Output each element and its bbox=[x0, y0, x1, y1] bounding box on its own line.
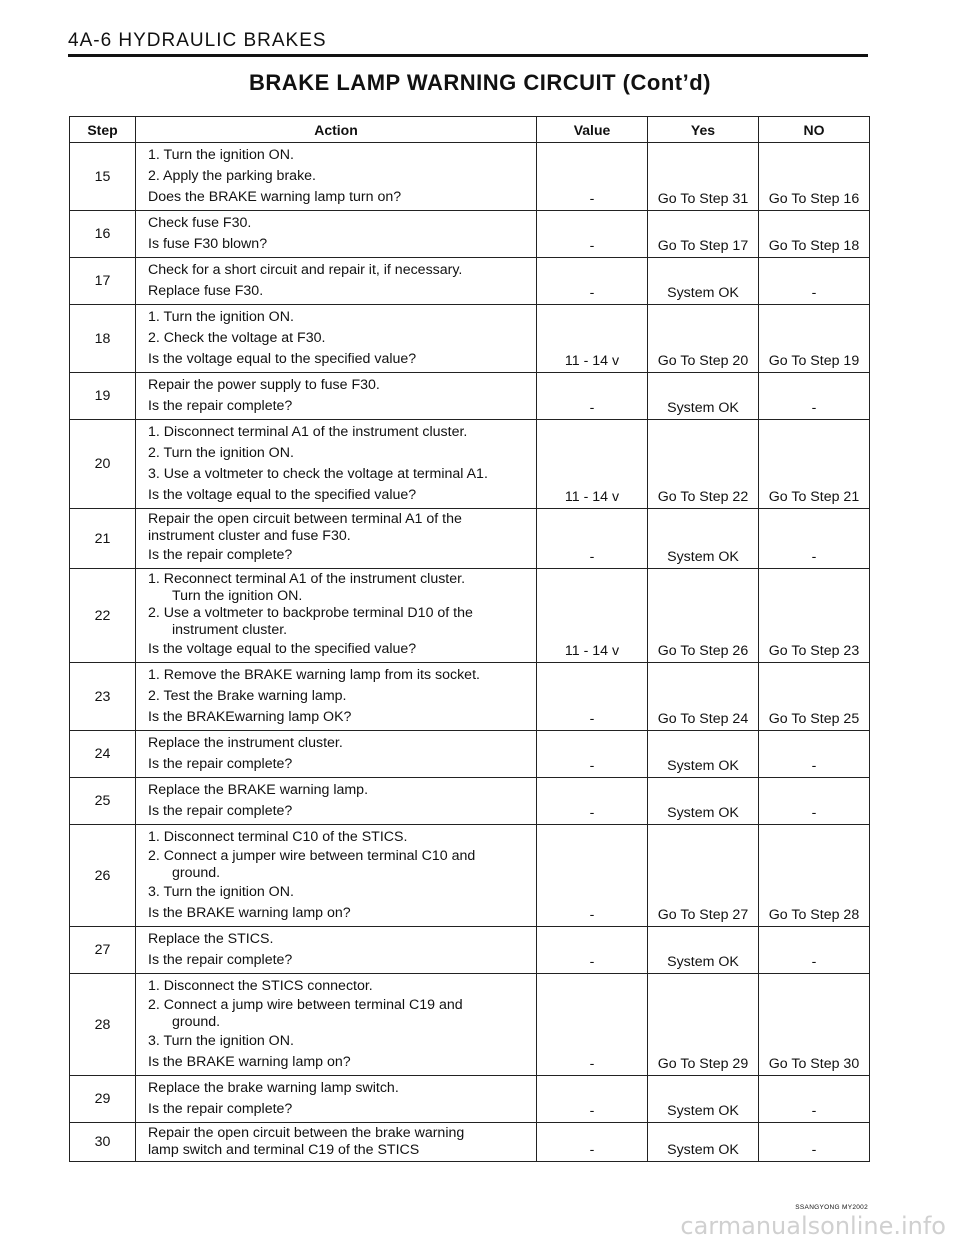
action-line: Is the BRAKE warning lamp on? bbox=[148, 905, 351, 921]
action-line: Is the voltage equal to the specified value? bbox=[148, 351, 417, 367]
value-cell: - bbox=[537, 1076, 648, 1123]
no-cell: Go To Step 21 bbox=[759, 420, 870, 509]
yes-cell: System OK bbox=[648, 373, 759, 420]
action-line: Is the BRAKE warning lamp on? bbox=[148, 1054, 351, 1070]
action-line: 1. Turn the ignition ON. bbox=[148, 147, 294, 163]
step-number: 18 bbox=[70, 305, 136, 373]
value-cell: 11 - 14 v bbox=[537, 420, 648, 509]
page-title: BRAKE LAMP WARNING CIRCUIT (Cont’d) bbox=[249, 70, 711, 95]
action-line: Replace the STICS. bbox=[148, 931, 274, 947]
action-line: Is the repair complete? bbox=[148, 803, 293, 819]
no-cell: Go To Step 19 bbox=[759, 305, 870, 373]
table-row bbox=[70, 373, 870, 420]
table-row bbox=[70, 663, 870, 731]
no-cell: - bbox=[759, 373, 870, 420]
yes-cell: Go To Step 29 bbox=[648, 974, 759, 1076]
action-line: 3. Use a voltmeter to check the voltage at terminal A1. bbox=[148, 466, 488, 482]
value-cell: - bbox=[537, 778, 648, 825]
no-cell: Go To Step 28 bbox=[759, 825, 870, 927]
action-line: Is fuse F30 blown? bbox=[148, 236, 268, 252]
step-number: 16 bbox=[70, 211, 136, 258]
yes-cell: Go To Step 17 bbox=[648, 211, 759, 258]
action-line: Replace the BRAKE warning lamp. bbox=[148, 782, 369, 798]
yes-cell: Go To Step 31 bbox=[648, 143, 759, 211]
action-cell bbox=[136, 143, 537, 211]
step-number: 22 bbox=[70, 569, 136, 663]
action-line: lamp switch and terminal C19 of the STICS bbox=[148, 1142, 420, 1158]
value-cell: - bbox=[537, 731, 648, 778]
step-number: 26 bbox=[70, 825, 136, 927]
action-cell bbox=[136, 509, 537, 569]
action-cell bbox=[136, 1123, 537, 1162]
column-header-value: Value bbox=[537, 117, 648, 143]
step-number: 28 bbox=[70, 974, 136, 1076]
action-line: Repair the open circuit between terminal A1 of the bbox=[148, 511, 462, 527]
action-line: 1. Disconnect terminal A1 of the instrument cluster. bbox=[148, 424, 468, 440]
yes-cell: System OK bbox=[648, 258, 759, 305]
action-line: Is the voltage equal to the specified value? bbox=[148, 487, 417, 503]
action-line: ground. bbox=[172, 1014, 221, 1030]
value-cell: - bbox=[537, 825, 648, 927]
action-line: Replace fuse F30. bbox=[148, 283, 264, 299]
action-line: Replace the brake warning lamp switch. bbox=[148, 1080, 399, 1096]
step-number: 19 bbox=[70, 373, 136, 420]
diagnostic-table bbox=[69, 116, 870, 1162]
action-line: Is the repair complete? bbox=[148, 547, 293, 563]
action-line: Check for a short circuit and repair it, if necessary. bbox=[148, 262, 463, 278]
no-cell: Go To Step 16 bbox=[759, 143, 870, 211]
table-row bbox=[70, 778, 870, 825]
action-line: 1. Disconnect the STICS connector. bbox=[148, 978, 373, 994]
action-line: 1. Turn the ignition ON. bbox=[148, 309, 294, 325]
yes-cell: System OK bbox=[648, 778, 759, 825]
action-line: 2. Use a voltmeter to backprobe terminal D10 of the bbox=[148, 605, 473, 621]
table-row bbox=[70, 731, 870, 778]
action-cell bbox=[136, 258, 537, 305]
footer-code: SSANGYONG MY2002 bbox=[795, 1204, 868, 1211]
action-line: 2. Connect a jump wire between terminal C19 and bbox=[148, 997, 463, 1013]
yes-cell: Go To Step 27 bbox=[648, 825, 759, 927]
action-cell bbox=[136, 305, 537, 373]
action-line: Repair the open circuit between the brake warning bbox=[148, 1125, 465, 1141]
value-cell: - bbox=[537, 509, 648, 569]
action-cell bbox=[136, 825, 537, 927]
table-row bbox=[70, 211, 870, 258]
yes-cell: Go To Step 26 bbox=[648, 569, 759, 663]
action-line: 2. Apply the parking brake. bbox=[148, 168, 316, 184]
no-cell: - bbox=[759, 1076, 870, 1123]
table-row bbox=[70, 420, 870, 509]
step-number: 30 bbox=[70, 1123, 136, 1162]
action-line: instrument cluster and fuse F30. bbox=[148, 528, 351, 544]
action-cell bbox=[136, 974, 537, 1076]
action-line: 2. Turn the ignition ON. bbox=[148, 445, 294, 461]
step-number: 17 bbox=[70, 258, 136, 305]
step-number: 27 bbox=[70, 927, 136, 974]
yes-cell: System OK bbox=[648, 509, 759, 569]
yes-cell: Go To Step 20 bbox=[648, 305, 759, 373]
value-cell: 11 - 14 v bbox=[537, 569, 648, 663]
action-line: 2. Connect a jumper wire between terminal C10 and bbox=[148, 848, 476, 864]
action-cell bbox=[136, 1076, 537, 1123]
action-line: 2. Check the voltage at F30. bbox=[148, 330, 326, 346]
action-cell bbox=[136, 731, 537, 778]
table-row bbox=[70, 974, 870, 1076]
column-header-step: Step bbox=[70, 117, 136, 143]
table-header-row bbox=[70, 117, 870, 143]
value-cell: - bbox=[537, 663, 648, 731]
column-header-yes: Yes bbox=[648, 117, 759, 143]
action-line: Is the repair complete? bbox=[148, 952, 293, 968]
no-cell: Go To Step 23 bbox=[759, 569, 870, 663]
action-line: ground. bbox=[172, 865, 221, 881]
value-cell: - bbox=[537, 373, 648, 420]
header-rule bbox=[68, 54, 868, 57]
no-cell: - bbox=[759, 731, 870, 778]
action-line: Is the BRAKEwarning lamp OK? bbox=[148, 709, 352, 725]
table-row bbox=[70, 569, 870, 663]
action-line: Does the BRAKE warning lamp turn on? bbox=[148, 189, 402, 205]
column-header-action: Action bbox=[136, 117, 537, 143]
action-line: 1. Remove the BRAKE warning lamp from its socket. bbox=[148, 667, 480, 683]
step-number: 25 bbox=[70, 778, 136, 825]
table-row bbox=[70, 305, 870, 373]
table-row bbox=[70, 509, 870, 569]
step-number: 21 bbox=[70, 509, 136, 569]
action-line: 2. Test the Brake warning lamp. bbox=[148, 688, 347, 704]
action-line: 3. Turn the ignition ON. bbox=[148, 884, 294, 900]
table-row bbox=[70, 143, 870, 211]
value-cell: 11 - 14 v bbox=[537, 305, 648, 373]
action-line: Check fuse F30. bbox=[148, 215, 252, 231]
step-number: 24 bbox=[70, 731, 136, 778]
section-header: 4A-6 HYDRAULIC BRAKES bbox=[68, 30, 327, 51]
action-line: Turn the ignition ON. bbox=[172, 588, 303, 604]
table-row bbox=[70, 1076, 870, 1123]
action-cell bbox=[136, 569, 537, 663]
value-cell: - bbox=[537, 1123, 648, 1162]
no-cell: Go To Step 18 bbox=[759, 211, 870, 258]
yes-cell: Go To Step 22 bbox=[648, 420, 759, 509]
no-cell: Go To Step 30 bbox=[759, 974, 870, 1076]
value-cell: - bbox=[537, 974, 648, 1076]
table-row bbox=[70, 927, 870, 974]
value-cell: - bbox=[537, 143, 648, 211]
table-row bbox=[70, 825, 870, 927]
yes-cell: Go To Step 24 bbox=[648, 663, 759, 731]
action-cell bbox=[136, 927, 537, 974]
value-cell: - bbox=[537, 258, 648, 305]
no-cell: - bbox=[759, 258, 870, 305]
table-row bbox=[70, 258, 870, 305]
yes-cell: System OK bbox=[648, 731, 759, 778]
value-cell: - bbox=[537, 211, 648, 258]
step-number: 29 bbox=[70, 1076, 136, 1123]
action-cell bbox=[136, 663, 537, 731]
no-cell: - bbox=[759, 927, 870, 974]
no-cell: - bbox=[759, 509, 870, 569]
action-line: 1. Reconnect terminal A1 of the instrument cluster. bbox=[148, 571, 466, 587]
action-cell bbox=[136, 211, 537, 258]
value-cell: - bbox=[537, 927, 648, 974]
action-line: 3. Turn the ignition ON. bbox=[148, 1033, 294, 1049]
no-cell: - bbox=[759, 1123, 870, 1162]
action-cell bbox=[136, 778, 537, 825]
action-line: Replace the instrument cluster. bbox=[148, 735, 343, 751]
action-cell bbox=[136, 373, 537, 420]
no-cell: Go To Step 25 bbox=[759, 663, 870, 731]
step-number: 20 bbox=[70, 420, 136, 509]
yes-cell: System OK bbox=[648, 1123, 759, 1162]
action-cell bbox=[136, 420, 537, 509]
step-number: 23 bbox=[70, 663, 136, 731]
watermark: carmanualsonline.info bbox=[680, 1212, 946, 1240]
no-cell: - bbox=[759, 778, 870, 825]
action-line: 1. Disconnect terminal C10 of the STICS. bbox=[148, 829, 408, 845]
action-line: Is the repair complete? bbox=[148, 756, 293, 772]
action-line: instrument cluster. bbox=[172, 622, 288, 638]
table-row bbox=[70, 1123, 870, 1162]
yes-cell: System OK bbox=[648, 927, 759, 974]
column-header-no: NO bbox=[759, 117, 870, 143]
action-line: Is the voltage equal to the specified value? bbox=[148, 641, 417, 657]
action-line: Repair the power supply to fuse F30. bbox=[148, 377, 380, 393]
action-line: Is the repair complete? bbox=[148, 398, 293, 414]
action-line: Is the repair complete? bbox=[148, 1101, 293, 1117]
yes-cell: System OK bbox=[648, 1076, 759, 1123]
step-number: 15 bbox=[70, 143, 136, 211]
